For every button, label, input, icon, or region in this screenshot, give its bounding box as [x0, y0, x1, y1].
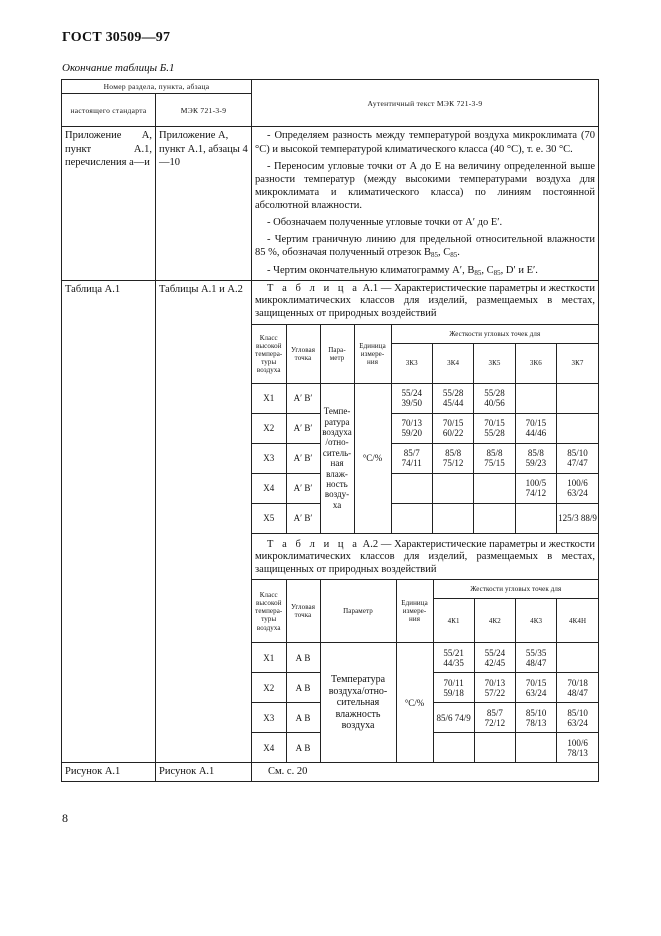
- paragraph: [255, 233, 595, 260]
- text-fragment: .: [457, 247, 460, 259]
- value-cell: 85/6 74/9: [433, 703, 474, 733]
- value-cell: 85/8 75/12: [432, 443, 473, 473]
- value-cell: 85/10 78/13: [515, 703, 556, 733]
- text-fragment: - Чертим окончательную климатограмму А′, В: [267, 265, 475, 277]
- caption-text: А.2 — Характеристические параметры и жесткости микроклиматических классов для изделий, размещаемых в местах, защищенных от природных воздействий: [255, 538, 595, 575]
- value-cell: 100/6 63/24: [557, 473, 598, 503]
- value-cell: 55/28 40/56: [474, 383, 515, 413]
- text-fragment: , С: [481, 265, 494, 277]
- row3-standard-ref: Рисунок А.1: [62, 763, 156, 782]
- value-cell: [391, 503, 432, 533]
- value-cell: [474, 733, 515, 763]
- class-cell: Х2: [252, 673, 286, 703]
- subscript: 85: [474, 269, 482, 278]
- point-cell: А′ В′: [286, 383, 320, 413]
- value-cell: 70/15 44/46: [515, 413, 556, 443]
- paragraph: - Переносим угловые точки от А до Е на величину определенной выше разности температур (между высокими температурами воздуха для микроклимата и климатического класса) по линиям постоянной абсолютной влажности.: [255, 160, 595, 211]
- col-header: Параметр: [320, 580, 396, 643]
- table-row: [62, 763, 599, 782]
- subscript: 85: [431, 251, 439, 260]
- value-cell: 70/11 59/18: [433, 673, 474, 703]
- col-header: Единица измере-ния: [354, 324, 391, 383]
- class-header: 4К3: [515, 599, 556, 643]
- table-row: [62, 127, 599, 281]
- point-cell: А В: [286, 673, 320, 703]
- class-header: 3К7: [557, 343, 598, 383]
- value-cell: 100/6 78/13: [557, 733, 598, 763]
- value-cell: 55/28 45/44: [432, 383, 473, 413]
- value-cell: [391, 473, 432, 503]
- value-cell: 85/7 72/12: [474, 703, 515, 733]
- subscript: 85: [450, 251, 458, 260]
- value-cell: 85/8 59/23: [515, 443, 556, 473]
- value-cell: 85/7 74/11: [391, 443, 432, 473]
- text-fragment: , С: [438, 247, 451, 259]
- table-a1: [252, 324, 598, 534]
- point-cell: А′ В′: [286, 443, 320, 473]
- value-cell: [557, 413, 598, 443]
- paragraph: [255, 264, 595, 278]
- class-header: 4К2: [474, 599, 515, 643]
- class-cell: Х1: [252, 643, 286, 673]
- value-cell: 125/3 88/9: [557, 503, 598, 533]
- value-cell: [432, 473, 473, 503]
- class-header: 3К5: [474, 343, 515, 383]
- page-number: 8: [62, 811, 68, 825]
- class-cell: Х5: [252, 503, 286, 533]
- header-authentic-text: Аутентичный текст МЭК 721-3-9: [252, 80, 599, 127]
- paragraph: - Определяем разность между температурой воздуха микроклимата (70 °С) и высокой температурой климатического класса (40 °С), т. е. 30 °С.: [255, 130, 595, 155]
- value-cell: 85/10 63/24: [557, 703, 598, 733]
- parameter-cell: Температура воздуха/отно-сительная влажность воздуха: [320, 643, 396, 763]
- value-cell: [474, 503, 515, 533]
- parameter-cell: Темпе-ратура воздуха /отно-ситель-ная влаж-ность возду-ха: [320, 383, 354, 533]
- table-a2-caption: [252, 537, 598, 577]
- table-a2: [252, 579, 598, 763]
- document-code: ГОСТ 30509—97: [62, 30, 171, 45]
- row2-standard-ref: Таблица А.1: [62, 280, 156, 763]
- value-cell: [515, 503, 556, 533]
- class-header: 3К6: [515, 343, 556, 383]
- row2-text: [252, 280, 599, 763]
- class-header: 3К3: [391, 343, 432, 383]
- comparison-table: [61, 79, 599, 782]
- row3-iec-ref: Рисунок А.1: [156, 763, 252, 782]
- unit-cell: °С/%: [396, 643, 433, 763]
- row1-text: [252, 127, 599, 281]
- point-cell: А В: [286, 643, 320, 673]
- subscript: 85: [493, 269, 501, 278]
- value-cell: 70/15 55/28: [474, 413, 515, 443]
- paragraph: - Обозначаем полученные угловые точки от А′ до Е′.: [267, 217, 503, 229]
- value-cell: 55/21 44/35: [433, 643, 474, 673]
- class-cell: Х1: [252, 383, 286, 413]
- col-header: Угловая точка: [286, 580, 320, 643]
- col-header: Класс высокой темпера-туры воздуха: [252, 580, 286, 643]
- value-cell: 70/13 59/20: [391, 413, 432, 443]
- row2-iec-ref: Таблицы А.1 и А.2: [156, 280, 252, 763]
- row1-standard-ref: Приложение А, пункт А.1, перечисления а—и: [62, 127, 156, 281]
- value-cell: 70/18 48/47: [557, 673, 598, 703]
- col-header: Класс высокой темпера-туры воздуха: [252, 324, 286, 383]
- row3-text: См. с. 20: [252, 763, 599, 782]
- row1-iec-ref: Приложение А, пункт А.1, абзацы 4—10: [156, 127, 252, 281]
- table-row: [62, 280, 599, 763]
- value-cell: 70/13 57/22: [474, 673, 515, 703]
- class-cell: Х3: [252, 443, 286, 473]
- col-header: Пара-метр: [320, 324, 354, 383]
- col-group-header: Жесткости угловых точек для: [391, 324, 598, 343]
- value-cell: [433, 733, 474, 763]
- class-cell: Х4: [252, 473, 286, 503]
- col-header: Угловая точка: [286, 324, 320, 383]
- value-cell: 85/10 47/47: [557, 443, 598, 473]
- value-cell: [557, 643, 598, 673]
- point-cell: А В: [286, 733, 320, 763]
- header-iec: МЭК 721-3-9: [156, 94, 252, 127]
- point-cell: А′ В′: [286, 473, 320, 503]
- value-cell: 100/5 74/12: [515, 473, 556, 503]
- value-cell: 70/15 63/24: [515, 673, 556, 703]
- value-cell: [557, 383, 598, 413]
- col-header: Единица измере-ния: [396, 580, 433, 643]
- value-cell: 70/15 60/22: [432, 413, 473, 443]
- header-section-number: Номер раздела, пункта, абзаца: [62, 80, 252, 94]
- class-cell: Х3: [252, 703, 286, 733]
- value-cell: [515, 733, 556, 763]
- point-cell: А′ В′: [286, 503, 320, 533]
- col-group-header: Жесткости угловых точек для: [433, 580, 598, 599]
- value-cell: 85/8 75/15: [474, 443, 515, 473]
- unit-cell: °С/%: [354, 383, 391, 533]
- value-cell: [515, 383, 556, 413]
- text-fragment: , D′ и Е′.: [500, 265, 538, 277]
- point-cell: А′ В′: [286, 413, 320, 443]
- class-header: 4К1: [433, 599, 474, 643]
- header-row-1: [62, 80, 599, 94]
- class-cell: Х4: [252, 733, 286, 763]
- caption-lead: Т а б л и ц а: [267, 538, 360, 550]
- class-header: 3К4: [432, 343, 473, 383]
- value-cell: 55/24 42/45: [474, 643, 515, 673]
- caption-text: А.1 — Характеристические параметры и жесткости микроклиматических классов для изделий, размещаемых в местах, защищенных от природных воздействий: [255, 282, 595, 320]
- table-a1-caption: [252, 281, 598, 321]
- class-header: 4К4Н: [557, 599, 598, 643]
- text-fragment: - Чертим граничную линию для предельной относительной влажности 85 %, обозначая полученный отрезок В: [255, 234, 595, 259]
- caption-lead: Т а б л и ц а: [267, 282, 360, 294]
- header-this-standard: настоящего стандарта: [62, 94, 156, 127]
- value-cell: 55/35 48/47: [515, 643, 556, 673]
- value-cell: [474, 473, 515, 503]
- class-cell: Х2: [252, 413, 286, 443]
- value-cell: 55/24 39/50: [391, 383, 432, 413]
- table-continuation-caption: Окончание таблицы Б.1: [62, 62, 175, 74]
- point-cell: А В: [286, 703, 320, 733]
- value-cell: [432, 503, 473, 533]
